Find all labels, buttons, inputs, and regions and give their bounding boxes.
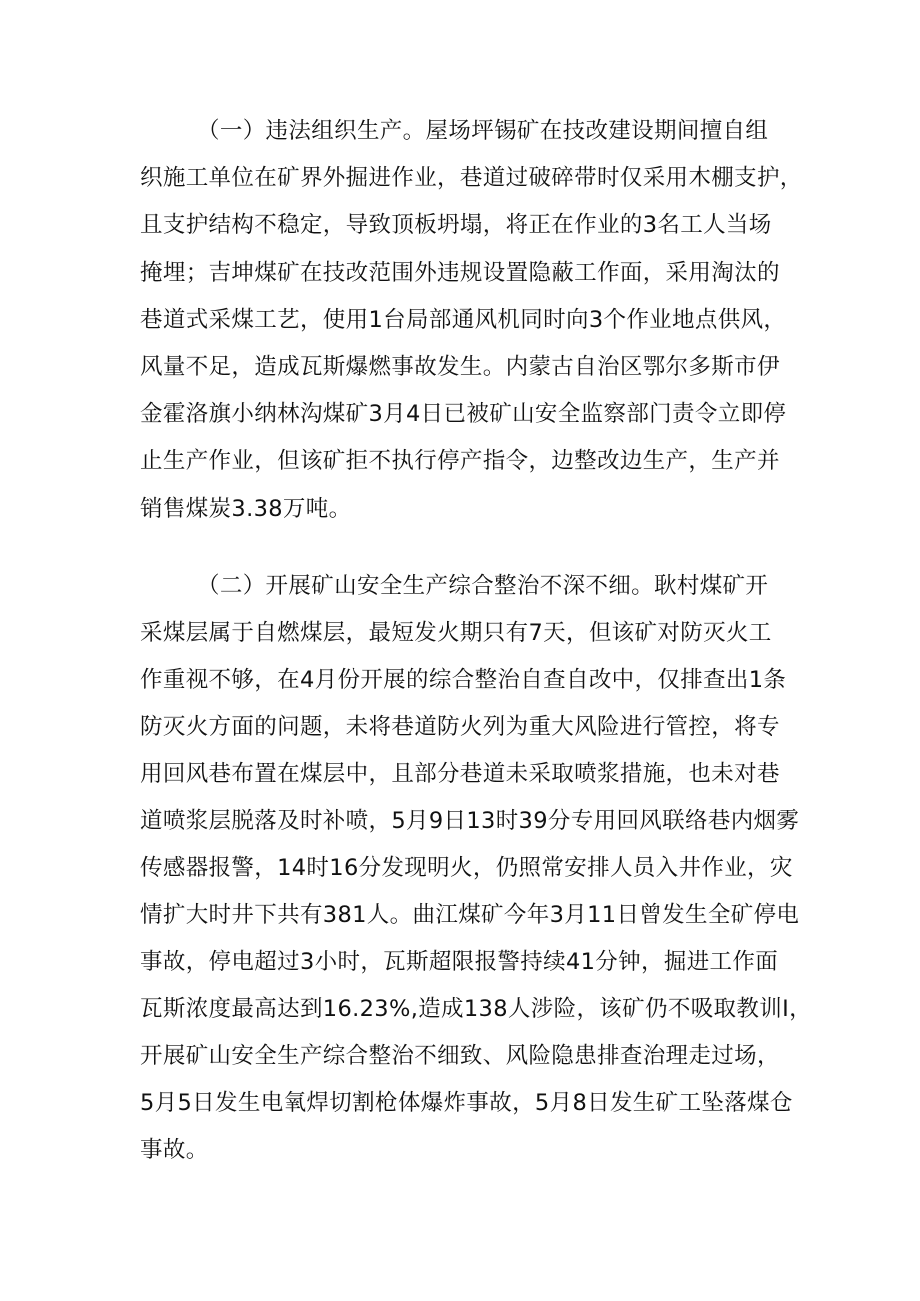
paragraph-line: 风量不足，造成瓦斯爆燃事故发生。内蒙古自治区鄂尔多斯市伊 <box>140 354 780 380</box>
paragraph-line: 事故。 <box>140 1137 209 1163</box>
paragraph-line: 掩埋；吉坤煤矿在技改范围外违规设置隐蔽工作面，采用淘汰的 <box>140 260 780 286</box>
paragraph-line: 情扩大时井下共有381人。曲江煤矿今年3月11日曾发生全矿停电 <box>140 902 800 928</box>
paragraph-line: 止生产作业，但该矿拒不执行停产指令，边整改边生产，生产并 <box>140 448 780 474</box>
paragraph-line: 道喷浆层脱落及时补喷，5月9日13时39分专用回风联络巷内烟雾 <box>140 808 800 834</box>
paragraph-line: （二）开展矿山安全生产综合整治不深不细。耿村煤矿开 <box>197 573 769 599</box>
paragraph-line: 事故，停电超过3小时，瓦斯超限报警持续41分钟，掘进工作面 <box>140 949 779 975</box>
paragraph-line: 金霍洛旗小纳林沟煤矿3月4日已被矿山安全监察部门责令立即停 <box>140 401 787 427</box>
paragraph-line: （一）违法组织生产。屋场坪锡矿在技改建设期间擅自组 <box>197 118 769 144</box>
paragraph-line: 用回风巷布置在煤层中，且部分巷道未采取喷浆措施，也未对巷 <box>140 761 780 787</box>
paragraph-line: 销售煤炭3.38万吨。 <box>140 496 352 522</box>
paragraph-line: 巷道式采煤工艺，使用1台局部通风机同时向3个作业地点供风， <box>140 307 787 333</box>
paragraph-line: 传感器报警，14时16分发现明火，仍照常安排人员入井作业，灾 <box>140 855 793 881</box>
paragraph-line: 采煤层属于自燃煤层，最短发火期只有7天，但该矿对防灭火工 <box>140 620 772 646</box>
paragraph-line: 织施工单位在矿界外掘进作业，巷道过破碎带时仅采用木棚支护， <box>140 165 803 191</box>
paragraph-line: 且支护结构不稳定，导致顶板坍塌，将正在作业的3名工人当场 <box>140 212 772 238</box>
paragraph-line: 作重视不够，在4月份开展的综合整治自查自改中，仅排查出1条 <box>140 667 787 693</box>
paragraph-line: 开展矿山安全生产综合整治不细致、风险隐患排查治理走过场， <box>140 1043 780 1069</box>
paragraph-line: 瓦斯浓度最高达到16.23%,造成138人涉险，该矿仍不吸取教训I， <box>140 996 812 1022</box>
paragraph-line: 5月5日发生电氧焊切割枪体爆炸事故，5月8日发生矿工坠落煤仓 <box>140 1090 793 1116</box>
paragraph-line: 防灭火方面的问题，未将巷道防火列为重大风险进行管控，将专 <box>140 714 780 740</box>
